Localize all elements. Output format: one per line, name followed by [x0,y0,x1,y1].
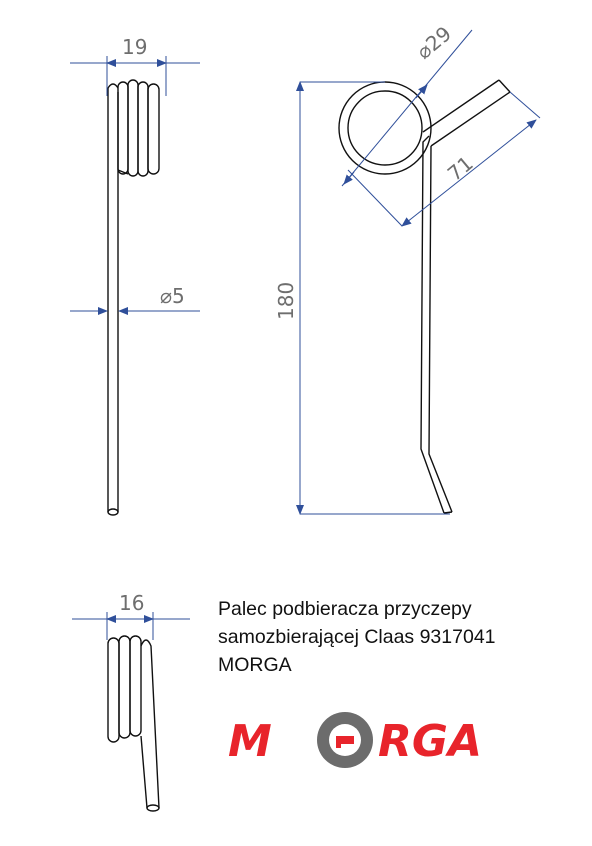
front-coil-diameter-label: ⌀29 [411,21,456,64]
caption-line-2: samozbierającej Claas 9317041 [218,626,496,648]
product-caption [218,595,578,679]
gear-icon [317,712,373,768]
bottom-width-dimension [72,612,190,640]
front-height-label: 180 [274,281,298,320]
front-arm-length-label: 71 [442,151,478,186]
caption-line-3: MORGA [218,654,292,676]
morga-logo [228,712,482,768]
side-wire-diameter-label: ⌀5 [160,284,185,308]
side-width-dimension [70,56,200,96]
front-arm-length-dimension [348,92,540,226]
logo-text-mo: M [228,716,272,767]
bottom-view [108,636,159,811]
side-view [108,80,159,515]
side-width-label: 19 [122,35,148,59]
front-view [339,80,510,513]
logo-text-rga: RGA [378,716,483,767]
bottom-width-label: 16 [119,591,145,615]
caption-line-1: Palec podbieracza przyczepy [218,598,472,620]
